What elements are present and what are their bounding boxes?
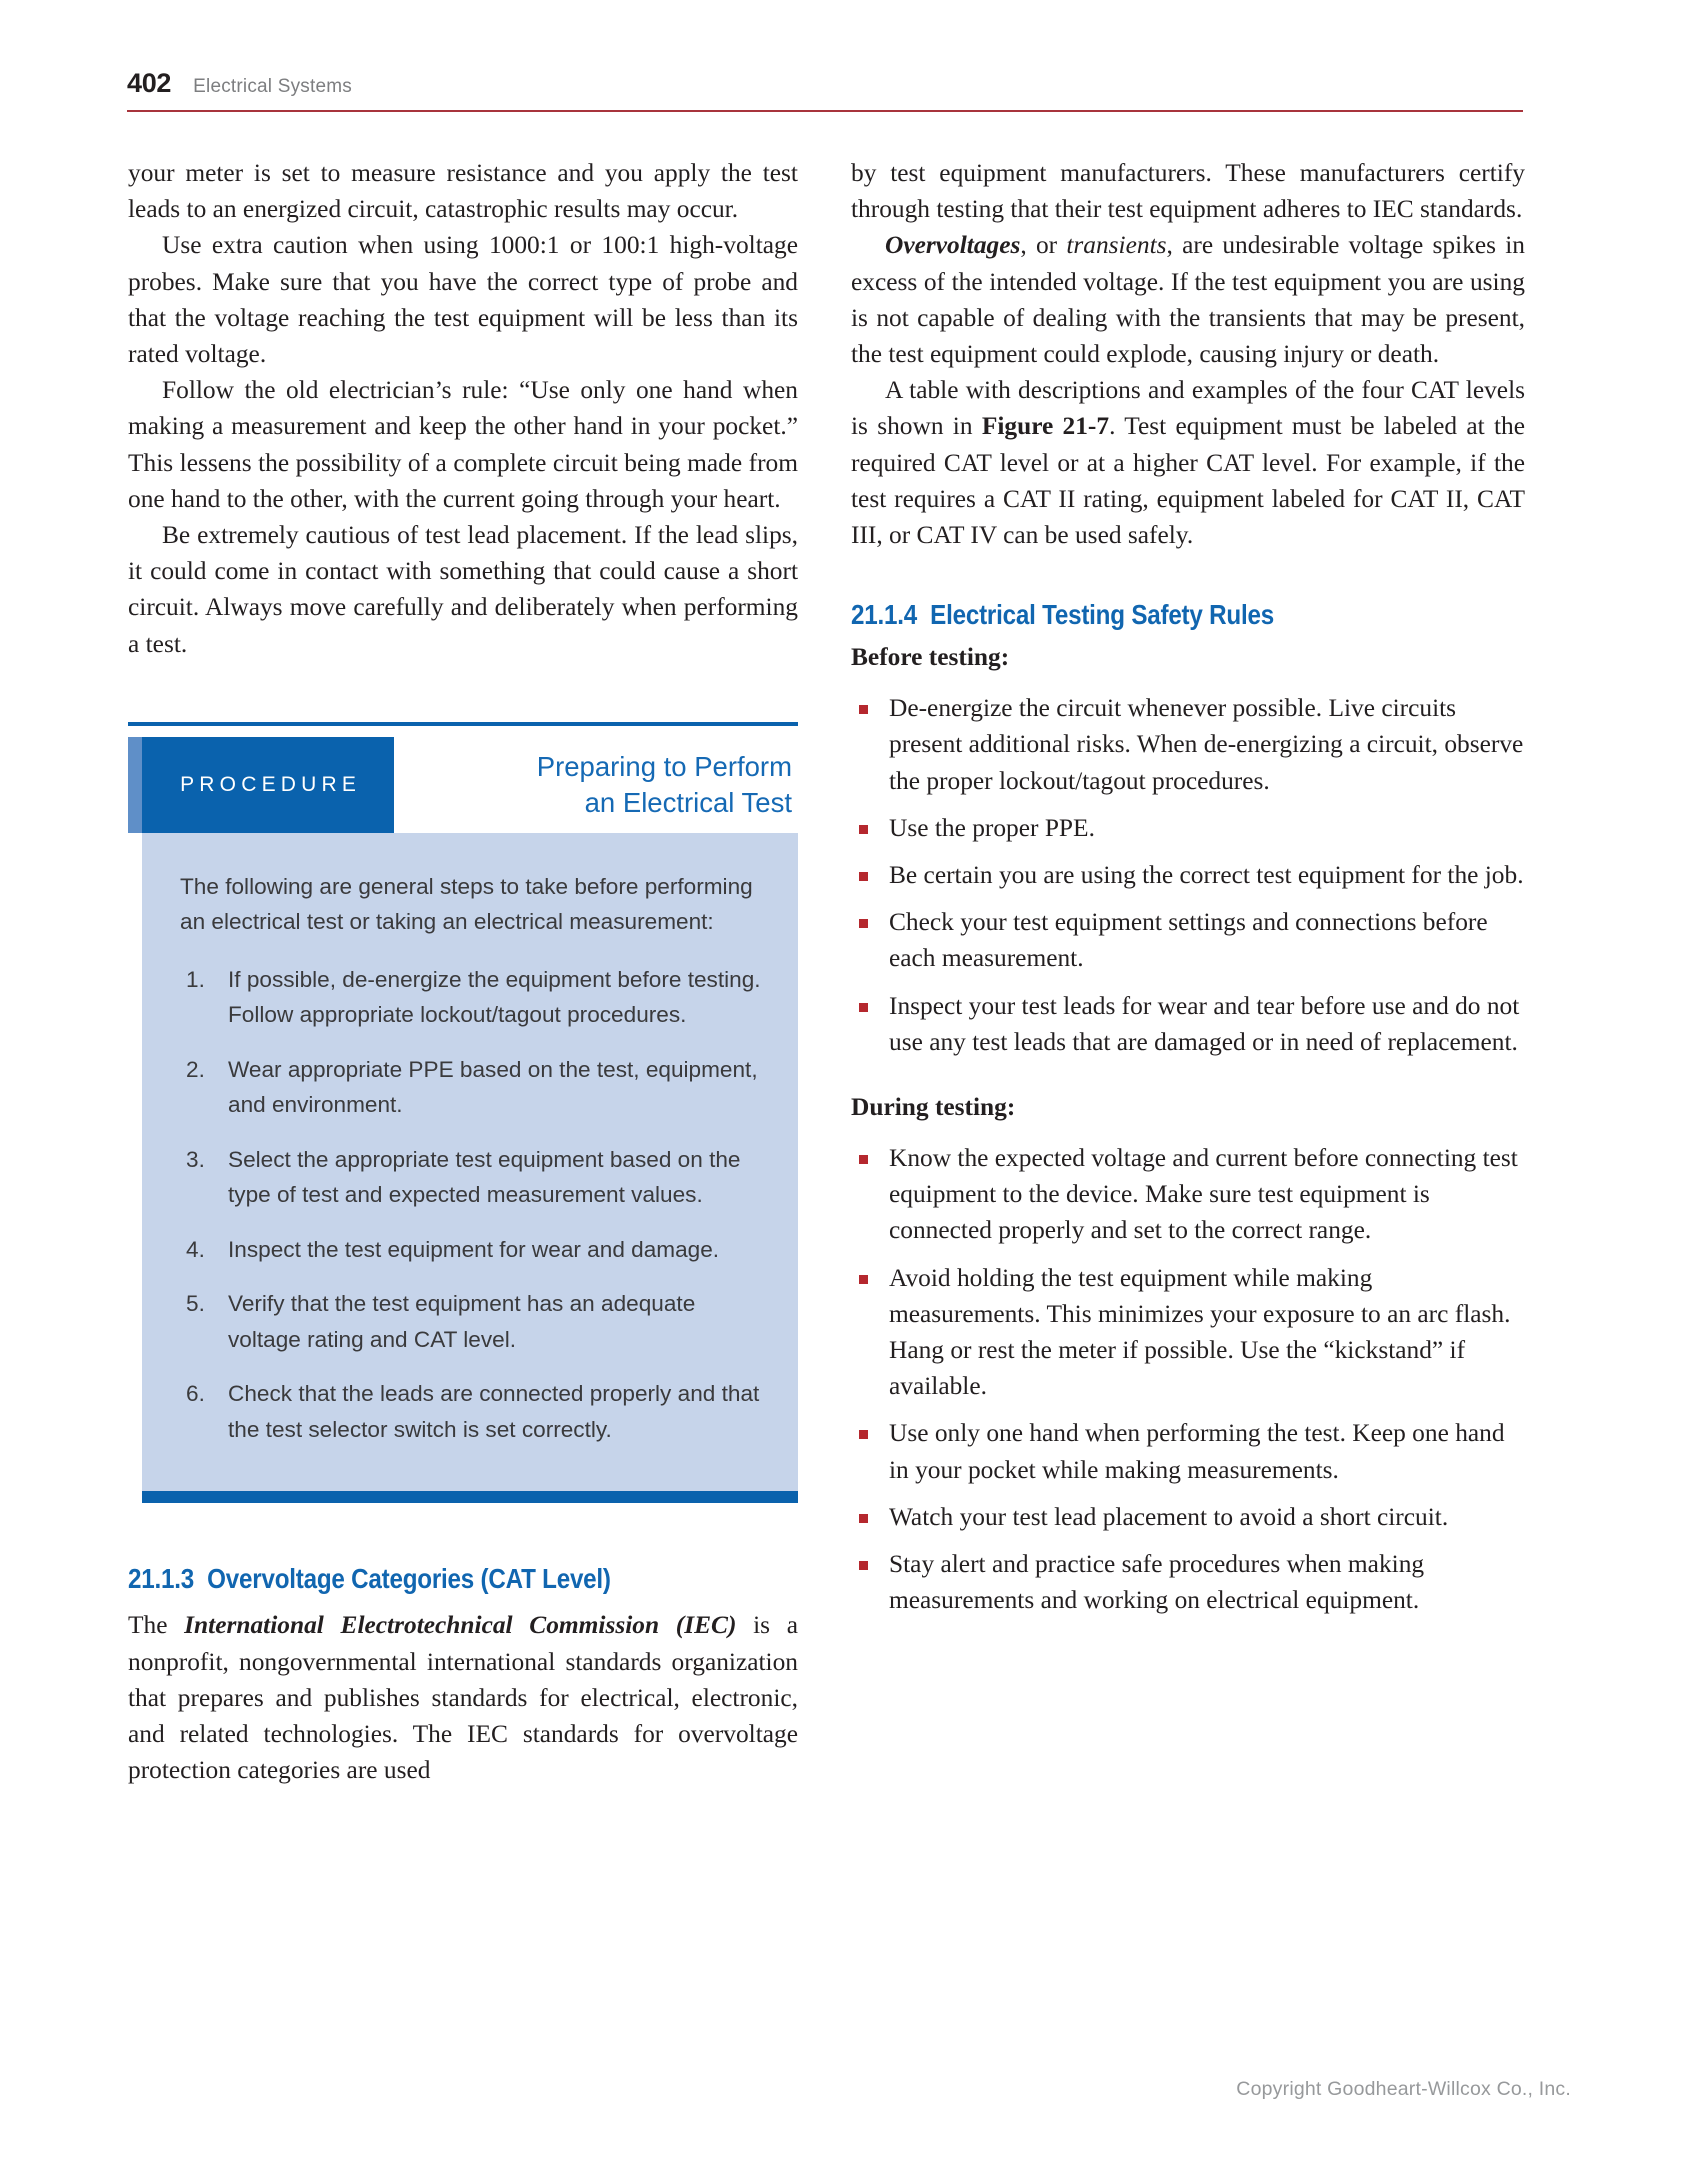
procedure-title-line-2: an Electrical Test: [584, 786, 792, 818]
procedure-title: [537, 749, 792, 821]
glossary-term: Overvoltages: [885, 231, 1021, 260]
section-heading-21-1-4: [851, 599, 1444, 631]
section-heading-21-1-3: [128, 1563, 718, 1595]
section-number: 21.1.3: [128, 1563, 194, 1595]
paragraph: [851, 227, 1525, 372]
spacer: [851, 672, 1525, 690]
copyright-notice: Copyright Goodheart-Willcox Co., Inc.: [1236, 2078, 1571, 2100]
list-item: Select the appropriate test equipment based on the type of test and expected measurement values.: [228, 1146, 741, 1208]
paragraph-rest: is a nonprofit, nongovernmental international standards organization that prepares and publishes standards for electrical, electronic, and related technologies. The IEC standards for overvoltage protection categories are used: [128, 1611, 798, 1785]
glossary-term: International Electrotechnical Commission (IEC): [184, 1611, 737, 1640]
right-column: [851, 155, 1525, 1630]
paragraph-part-1: A table with descriptions and examples of the four CAT levels is shown in: [851, 376, 1525, 441]
before-testing-label: Before testing:: [851, 643, 1010, 672]
during-testing-list: [851, 1140, 1525, 1618]
procedure-top-rule: [128, 722, 798, 726]
figure-reference: Figure 21-7: [981, 412, 1110, 441]
page-number: 402: [127, 68, 172, 98]
procedure-lead-text: The following are general steps to take before performing an electrical test or taking an electrical measurement:: [180, 873, 753, 935]
spacer: [851, 1071, 1525, 1093]
spacer: [851, 631, 1525, 643]
procedure-body: [128, 833, 798, 1492]
paragraph: Use extra caution when using 1000:1 or 100:1 high-voltage probes. Make sure that you have the correct type of probe and that the voltage reaching the test equipment will be less than its rated voltage.: [128, 231, 798, 369]
section-title: Electrical Testing Safety Rules: [930, 599, 1274, 631]
procedure-step-list: [180, 962, 768, 1448]
list-item: Use only one hand when performing the test. Keep one hand in your pocket while making measurements.: [851, 1415, 1525, 1487]
list-item: Stay alert and practice safe procedures when making measurements and working on electrical equipment.: [851, 1546, 1525, 1618]
list-item: Wear appropriate PPE based on the test, equipment, and environment.: [228, 1056, 758, 1118]
list-item: Use the proper PPE.: [851, 810, 1525, 846]
procedure-tab-edge-strip: [128, 737, 142, 833]
paragraph: [128, 1607, 798, 1788]
spacer: [851, 553, 1525, 599]
spacer: [128, 662, 798, 722]
paragraph: [851, 372, 1525, 553]
procedure-body-content: [142, 833, 798, 1492]
procedure-tab: [142, 737, 394, 833]
before-testing-list: [851, 690, 1525, 1060]
emphasis-term: transients: [1066, 231, 1167, 260]
procedure-tab-label: PROCEDURE: [180, 772, 362, 796]
spacer: [128, 1503, 798, 1563]
procedure-feature-box: [128, 722, 798, 1504]
procedure-title-line-1: Preparing to Perform: [536, 750, 792, 782]
page-header: [127, 68, 1572, 116]
header-divider-rule: [127, 110, 1523, 112]
paragraph-mid: , or: [1020, 231, 1067, 260]
list-item: Check that the leads are connected properly and that the test selector switch is set correctly.: [228, 1381, 760, 1442]
spacer: [851, 1122, 1525, 1140]
paragraph: Be extremely cautious of test lead placement. If the lead slips, it could come in contact with something that could cause a short circuit. Always move carefully and deliberately when performing a test.: [128, 521, 798, 658]
running-head-title: Electrical Systems: [193, 76, 352, 97]
section-title: Overvoltage Categories (CAT Level): [207, 1563, 611, 1595]
paragraph: your meter is set to measure resistance and you apply the test leads to an energized circuit, catastrophic results may occur.: [128, 159, 798, 224]
paragraph-prefix: The: [128, 1611, 185, 1640]
list-item: Avoid holding the test equipment while making measurements. This minimizes your exposure to an arc flash. Hang or rest the meter if possible. Use the “kickstand” if available.: [851, 1260, 1525, 1405]
list-item: Know the expected voltage and current before connecting test equipment to the device. Make sure test equipment is connected properly and set to the correct range.: [851, 1140, 1525, 1249]
left-column: [128, 155, 798, 1788]
list-item: Verify that the test equipment has an adequate voltage rating and CAT level.: [228, 1291, 696, 1352]
list-item: Watch your test lead placement to avoid a short circuit.: [851, 1499, 1525, 1535]
procedure-bottom-bar: [142, 1491, 798, 1503]
list-item: If possible, de-energize the equipment before testing. Follow appropriate lockout/tagout procedures.: [228, 966, 761, 1028]
during-testing-label: During testing:: [851, 1093, 1016, 1122]
list-item: Check your test equipment settings and connections before each measurement.: [851, 904, 1525, 976]
paragraph-rest: , are undesirable voltage spikes in excess of the intended voltage. If the test equipment you are using is not capable of dealing with the transients that may be present, the test equipment could explode, causing injury or death.: [851, 231, 1525, 369]
paragraph-part-2: . Test equipment must be labeled at the required CAT level or at a higher CAT level. For example, if the test requires a CAT II rating, equipment labeled for CAT II, CAT III, or CAT IV can be used safely.: [851, 412, 1525, 550]
paragraph: by test equipment manufacturers. These manufacturers certify through testing that their test equipment adheres to IEC standards.: [851, 159, 1525, 224]
paragraph: Follow the old electrician’s rule: “Use only one hand when making a measurement and keep the other hand in your pocket.” This lessens the possibility of a complete circuit being made from one hand to the other, with the current going through your heart.: [128, 376, 798, 513]
procedure-title-area: [394, 737, 798, 833]
list-item: Inspect the test equipment for wear and damage.: [228, 1236, 720, 1262]
list-item: Inspect your test leads for wear and tear before use and do not use any test leads that are damaged or in need of replacement.: [851, 988, 1525, 1060]
procedure-header-row: [128, 737, 798, 833]
spacer: [128, 1595, 798, 1607]
list-item: De-energize the circuit whenever possible. Live circuits present additional risks. When de-energizing a circuit, observe the proper lockout/tagout procedures.: [851, 690, 1525, 799]
section-number: 21.1.4: [851, 599, 917, 631]
list-item: Be certain you are using the correct test equipment for the job.: [851, 857, 1525, 893]
procedure-body-edge-gutter: [128, 833, 142, 1492]
